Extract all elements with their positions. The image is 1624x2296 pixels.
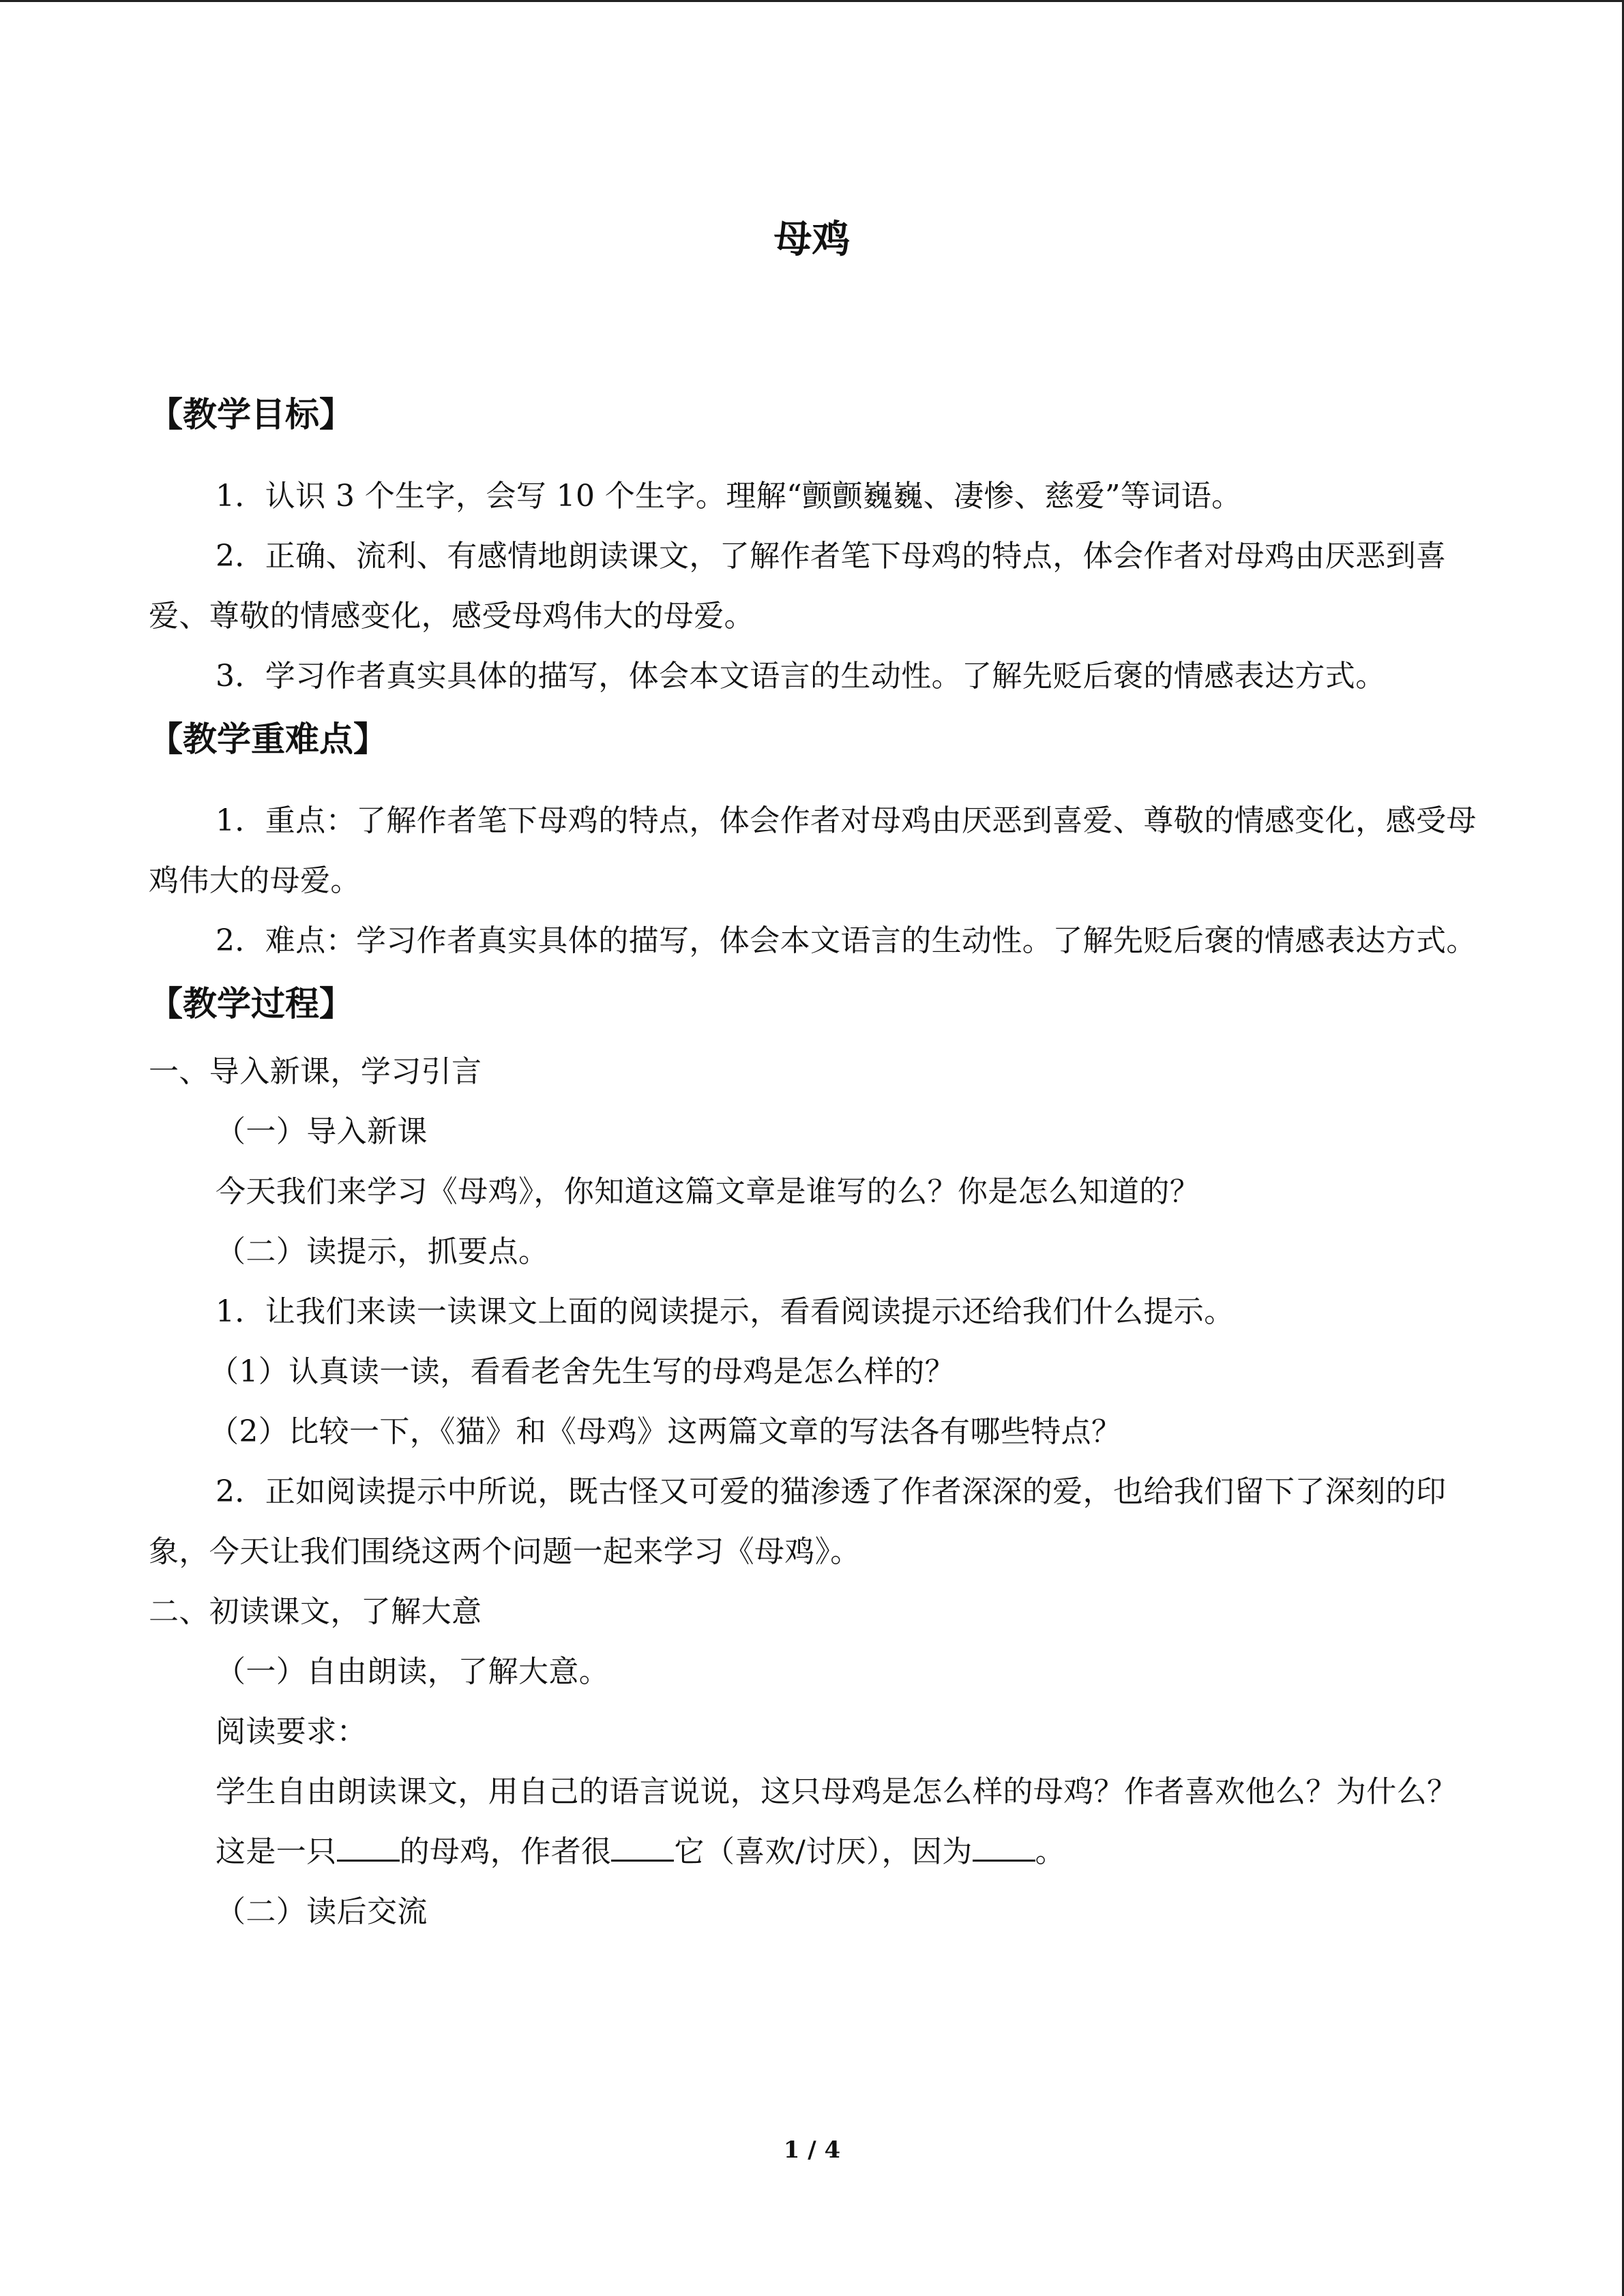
objective-item: 1．认识 3 个生字，会写 10 个生字。理解“颤颤巍巍、凄惨、慈爱”等词语。 bbox=[216, 479, 1242, 513]
process-part2-sub1-title: （一）自由朗读，了解大意。 bbox=[216, 1654, 610, 1689]
key-point-item: 1．重点：了解作者笔下母鸡的特点，体会作者对母鸡由厌恶到喜爱、尊敬的情感变化，感受母鸡伟大的母爱。 bbox=[149, 803, 1477, 898]
section-heading-objectives: 【教学目标】 bbox=[149, 395, 353, 434]
fill-text-2: 的母鸡，作者很 bbox=[399, 1834, 612, 1869]
process-part1-question-2: （2）比较一下，《猫》和《母鸡》这两篇文章的写法各有哪些特点？ bbox=[209, 1414, 1122, 1449]
fill-text-1: 这是一只 bbox=[216, 1834, 337, 1869]
reading-requirement-text: 学生自由朗读课文，用自己的语言说说，这只母鸡是怎么样的母鸡？作者喜欢他么？为什么？ bbox=[216, 1774, 1458, 1809]
page-top-border bbox=[0, 0, 1624, 2]
process-part1-sub1-text: 今天我们来学习《母鸡》，你知道这篇文章是谁写的么？你是怎么知道的？ bbox=[216, 1174, 1200, 1209]
process-part1-title: 一、导入新课，学习引言 bbox=[149, 1054, 482, 1089]
section-heading-process: 【教学过程】 bbox=[149, 984, 353, 1024]
process-part1-sub2-item2: 2．正如阅读提示中所说，既古怪又可爱的猫渗透了作者深深的爱，也给我们留下了深刻的印象，今天让我们围绕这两个问题一起来学习《母鸡》。 bbox=[149, 1474, 1447, 1569]
process-part1-sub2-title: （二）读提示，抓要点。 bbox=[216, 1234, 549, 1269]
process-part1-sub1-title: （一）导入新课 bbox=[216, 1114, 428, 1149]
fill-in-blank-sentence bbox=[149, 1822, 1479, 1882]
document-body bbox=[149, 382, 1479, 1942]
process-part2-sub2-title: （二）读后交流 bbox=[216, 1894, 428, 1929]
process-part1-question-1: （1）认真读一读，看看老舍先生写的母鸡是怎么样的？ bbox=[209, 1354, 955, 1389]
process-part2-title: 二、初读课文，了解大意 bbox=[149, 1594, 482, 1629]
document-title: 母鸡 bbox=[773, 218, 851, 262]
process-part1-sub2-item1: 1．让我们来读一读课文上面的阅读提示，看看阅读提示还给我们什么提示。 bbox=[216, 1294, 1235, 1329]
reading-requirement-label: 阅读要求： bbox=[216, 1714, 367, 1749]
objective-item: 2．正确、流利、有感情地朗读课文，了解作者笔下母鸡的特点，体会作者对母鸡由厌恶到喜爱、尊敬的情感变化，感受母鸡伟大的母爱。 bbox=[149, 539, 1447, 633]
blank-line bbox=[973, 1830, 1035, 1862]
fill-text-4: 。 bbox=[1035, 1834, 1066, 1869]
fill-text-3: 它（喜欢/讨厌），因为 bbox=[674, 1834, 973, 1869]
page-number: 1 / 4 bbox=[783, 2136, 841, 2164]
key-point-item: 2．难点：学习作者真实具体的描写，体会本文语言的生动性。了解先贬后褒的情感表达方式。 bbox=[216, 923, 1477, 958]
objective-item: 3．学习作者真实具体的描写，体会本文语言的生动性。了解先贬后褒的情感表达方式。 bbox=[216, 659, 1386, 694]
blank-line bbox=[611, 1830, 674, 1862]
section-heading-key-points: 【教学重难点】 bbox=[149, 719, 387, 759]
blank-line bbox=[337, 1830, 400, 1862]
